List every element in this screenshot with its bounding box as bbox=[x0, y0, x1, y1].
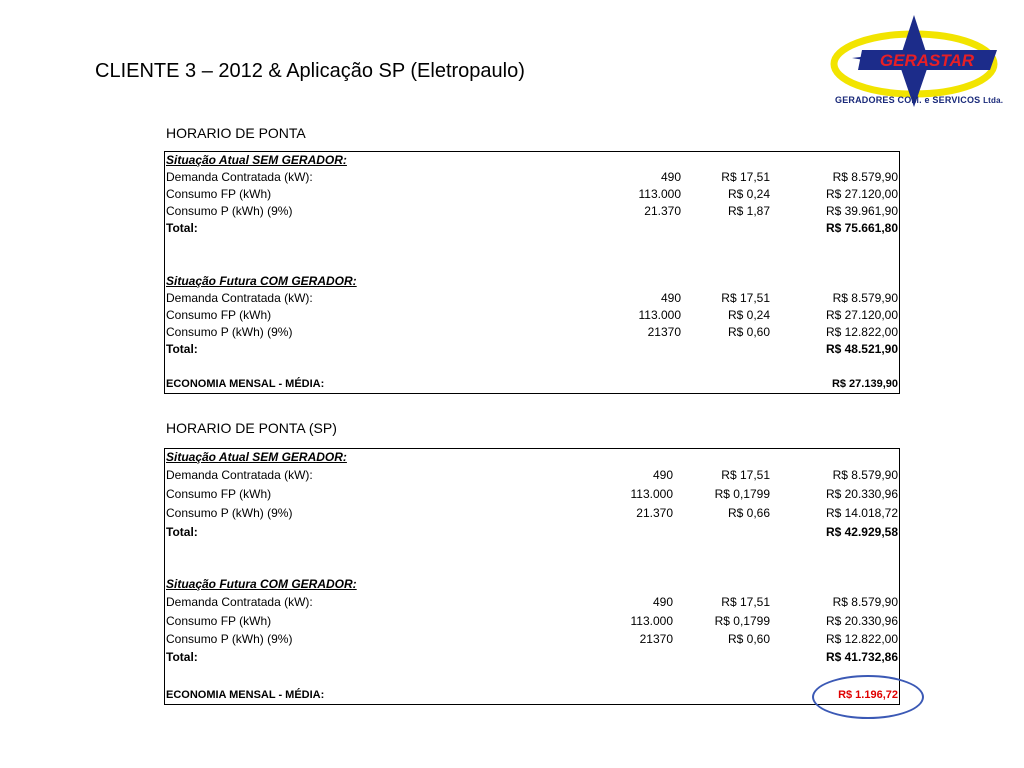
economy-label: ECONOMIA MENSAL - MÉDIA: bbox=[166, 689, 325, 701]
row-qty: 21.370 bbox=[644, 204, 681, 218]
economy-value: R$ 27.139,90 bbox=[831, 378, 898, 390]
economy-label: ECONOMIA MENSAL - MÉDIA: bbox=[166, 378, 325, 390]
table-row bbox=[165, 466, 899, 485]
table-row bbox=[165, 504, 899, 523]
total-row bbox=[165, 341, 899, 358]
row-qty: 490 bbox=[660, 170, 681, 184]
table-row bbox=[165, 290, 899, 307]
row-total: R$ 39.961,90 bbox=[825, 204, 898, 218]
total-label: Total: bbox=[166, 650, 198, 664]
total-label: Total: bbox=[166, 342, 198, 356]
row-label: Consumo FP (kWh) bbox=[166, 187, 272, 201]
row-label: Consumo P (kWh) (9%) bbox=[166, 506, 293, 520]
table-row bbox=[165, 485, 899, 504]
row-label: Consumo P (kWh) (9%) bbox=[166, 204, 293, 218]
economy-value-highlighted: R$ 1.196,72 bbox=[838, 689, 898, 701]
total-row bbox=[165, 220, 899, 237]
row-unit-price: R$ 0,24 bbox=[727, 187, 770, 201]
row-qty: 490 bbox=[652, 468, 673, 482]
row-unit-price: R$ 0,24 bbox=[727, 308, 770, 322]
table-row bbox=[165, 203, 899, 220]
row-qty: 490 bbox=[660, 291, 681, 305]
row-unit-price: R$ 0,60 bbox=[727, 632, 770, 646]
row-unit-price: R$ 17,51 bbox=[721, 468, 770, 482]
slide-title: CLIENTE 3 – 2012 & Aplicação SP (Eletropaulo) bbox=[95, 60, 525, 82]
total-value: R$ 41.732,86 bbox=[825, 650, 898, 664]
total-row bbox=[165, 523, 899, 542]
economy-row bbox=[165, 376, 899, 393]
row-qty: 113.000 bbox=[630, 487, 673, 501]
logo-subtitle: GERADORES COM. e SERVICOS Ltda. bbox=[835, 95, 1004, 105]
row-label: Consumo FP (kWh) bbox=[166, 614, 272, 628]
row-label: Consumo P (kWh) (9%) bbox=[166, 632, 293, 646]
row-total: R$ 8.579,90 bbox=[832, 291, 898, 305]
current-situation-heading: Situação Atual SEM GERADOR: bbox=[166, 153, 347, 167]
total-label: Total: bbox=[166, 221, 198, 235]
row-qty: 113.000 bbox=[638, 308, 681, 322]
logo-wordmark: GERASTAR bbox=[879, 51, 975, 70]
row-qty: 113.000 bbox=[630, 614, 673, 628]
row-label: Consumo FP (kWh) bbox=[166, 487, 272, 501]
row-total: R$ 8.579,90 bbox=[832, 468, 898, 482]
row-unit-price: R$ 17,51 bbox=[721, 595, 770, 609]
row-qty: 490 bbox=[652, 595, 673, 609]
row-qty: 21.370 bbox=[636, 506, 673, 520]
row-unit-price: R$ 0,1799 bbox=[714, 614, 770, 628]
table-horario-ponta bbox=[164, 151, 900, 394]
row-label: Demanda Contratada (kW): bbox=[166, 170, 313, 184]
table-row bbox=[165, 612, 899, 631]
table-row bbox=[165, 186, 899, 203]
row-total: R$ 12.822,00 bbox=[825, 325, 898, 339]
table-row bbox=[165, 593, 899, 612]
total-row bbox=[165, 648, 899, 667]
row-unit-price: R$ 17,51 bbox=[721, 291, 770, 305]
row-qty: 21370 bbox=[647, 325, 681, 339]
total-value: R$ 42.929,58 bbox=[825, 525, 898, 539]
row-unit-price: R$ 0,60 bbox=[727, 325, 770, 339]
row-total: R$ 27.120,00 bbox=[825, 187, 898, 201]
row-unit-price: R$ 0,66 bbox=[727, 506, 770, 520]
row-total: R$ 8.579,90 bbox=[832, 595, 898, 609]
total-value: R$ 75.661,80 bbox=[825, 221, 898, 235]
table-row bbox=[165, 307, 899, 324]
section-title-horario-ponta-sp: HORARIO DE PONTA (SP) bbox=[166, 420, 337, 436]
total-value: R$ 48.521,90 bbox=[825, 342, 898, 356]
row-label: Consumo P (kWh) (9%) bbox=[166, 325, 293, 339]
future-situation-heading: Situação Futura COM GERADOR: bbox=[166, 274, 357, 288]
total-label: Total: bbox=[166, 525, 198, 539]
row-unit-price: R$ 0,1799 bbox=[714, 487, 770, 501]
current-situation-heading: Situação Atual SEM GERADOR: bbox=[166, 450, 347, 464]
highlight-circle bbox=[812, 675, 924, 719]
table-row bbox=[165, 324, 899, 341]
row-label: Consumo FP (kWh) bbox=[166, 308, 272, 322]
future-situation-heading: Situação Futura COM GERADOR: bbox=[166, 577, 357, 591]
table-row bbox=[165, 631, 899, 648]
row-total: R$ 20.330,96 bbox=[825, 614, 898, 628]
row-unit-price: R$ 1,87 bbox=[727, 204, 770, 218]
row-total: R$ 20.330,96 bbox=[825, 487, 898, 501]
economy-row bbox=[165, 687, 899, 704]
row-total: R$ 8.579,90 bbox=[832, 170, 898, 184]
row-qty: 21370 bbox=[639, 632, 673, 646]
section-title-horario-ponta: HORARIO DE PONTA bbox=[166, 125, 306, 141]
row-label: Demanda Contratada (kW): bbox=[166, 595, 313, 609]
row-unit-price: R$ 17,51 bbox=[721, 170, 770, 184]
row-total: R$ 12.822,00 bbox=[825, 632, 898, 646]
table-horario-ponta-sp bbox=[164, 448, 900, 705]
row-total: R$ 14.018,72 bbox=[825, 506, 898, 520]
row-total: R$ 27.120,00 bbox=[825, 308, 898, 322]
row-qty: 113.000 bbox=[638, 187, 681, 201]
row-label: Demanda Contratada (kW): bbox=[166, 468, 313, 482]
table-row bbox=[165, 169, 899, 186]
row-label: Demanda Contratada (kW): bbox=[166, 291, 313, 305]
